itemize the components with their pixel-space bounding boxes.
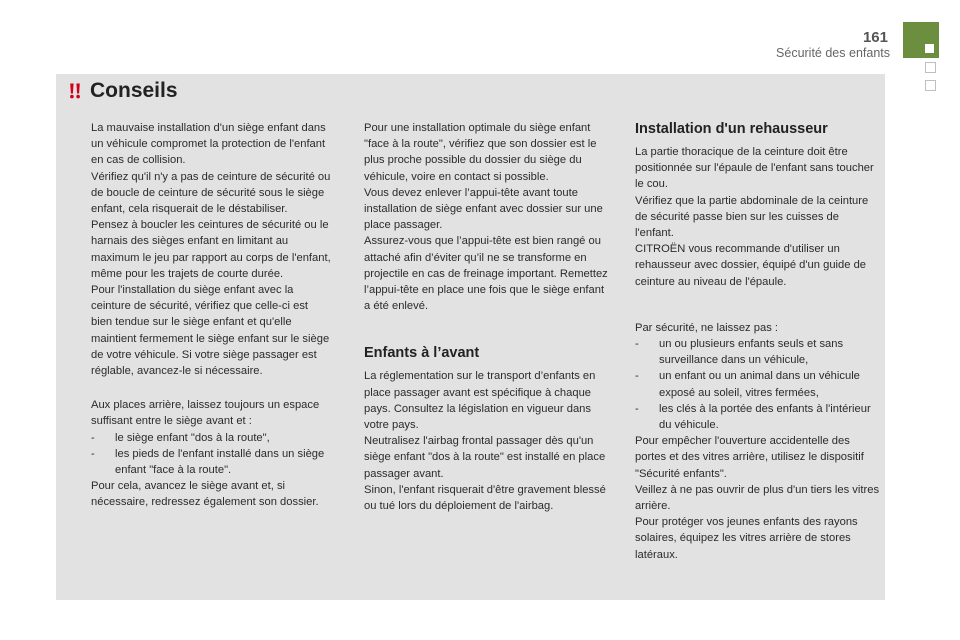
heading-rehausseur: Installation d'un rehausseur: [635, 121, 828, 137]
list-item: [91, 446, 331, 478]
column-3: [635, 120, 880, 563]
col1-rear-outro: Pour cela, avancez le siège avant et, si nécessaire, redressez également son dossier.: [91, 480, 319, 509]
bullet-dash: -: [91, 447, 95, 460]
panel-title: Conseils: [90, 79, 178, 102]
col1-line-2: Vérifiez qu'il n'y a pas de ceinture de sécurité ou de boucle de ceinture de sécurité sous le siège enfant, cela risquerait de le déstabiliser.: [91, 170, 331, 216]
column-1: [91, 120, 331, 511]
list-item-text: un enfant ou un animal dans un véhicule exposé au soleil, vitres fermées,: [659, 370, 860, 399]
column-2: [364, 120, 609, 514]
section-title: Sécurité des enfants: [776, 46, 890, 60]
chapter-tab: [903, 22, 939, 58]
warning-icon: [66, 82, 84, 100]
col1-line-4: Pour l'installation du siège enfant avec la ceinture de sécurité, vérifiez que celle-ci est bien tendue sur le siège enfant et qu'elle maintient fermement le siège enfant sur le siège de votre véhicule. Si votre siège passager est réglable, avancez-le si nécessaire.: [91, 284, 330, 378]
col2-front-line-2: Neutralisez l'airbag frontal passager dès qu'un siège enfant "dos à la route" est installé en place passager avant.: [364, 435, 606, 480]
list-item-text: les pieds de l'enfant installé dans un siège enfant "face à la route".: [115, 447, 325, 477]
bullet-dash: -: [635, 370, 639, 383]
conseils-panel: [56, 74, 885, 600]
col1-line-3: Pensez à boucler les ceintures de sécurité ou le harnais des sièges enfant en limitant au maximum le jeu par rapport au corps de l'enfant, même pour les trajets de courte durée.: [91, 219, 331, 280]
list-item-text: un ou plusieurs enfants seuls et sans surveillance dans un véhicule,: [659, 338, 844, 367]
chapter-tab-outline-2: [925, 80, 936, 91]
col3-safety-intro: Par sécurité, ne laissez pas :: [635, 321, 779, 334]
spacer: [91, 379, 331, 397]
spacer: [635, 290, 880, 320]
chapter-tab-marker: [925, 44, 934, 53]
col3-line-1: La partie thoracique de la ceinture doit être positionnée sur l'épaule de l'enfant sans toucher le cou.: [635, 146, 874, 191]
spacer: [364, 314, 609, 344]
heading-enfants-avant: Enfants à l’avant: [364, 345, 480, 362]
bullet-dash: -: [635, 338, 639, 351]
chapter-tab-outline-1: [925, 62, 936, 73]
col2-front-line-1: La réglementation sur le transport d’enfants en place passager avant est spécifique à chaque pays. Consultez la législation en vigueur dans votre pays.: [364, 370, 596, 432]
col1-rear-intro: Aux places arrière, laissez toujours un espace suffisant entre le siège avant et :: [91, 399, 320, 428]
col2-line-1: Pour une installation optimale du siège enfant "face à la route", vérifiez que son dossier est le plus proche possible du dossier du siège du véhicule, voire en contact si possible.: [364, 122, 597, 183]
list-item-text: les clés à la portée des enfants à l'intérieur du véhicule.: [659, 402, 871, 432]
bullet-dash: -: [635, 402, 639, 415]
bullet-dash: -: [91, 431, 95, 444]
col3-outro-3: Pour protéger vos jeunes enfants des rayons solaires, équipez les vitres arrière de stores latéraux.: [635, 516, 858, 561]
col3-line-2: Vérifiez que la partie abdominale de la ceinture de sécurité passe bien sur les cuisses de l'enfant.: [635, 194, 869, 240]
list-item-text: le siège enfant "dos à la route",: [115, 431, 270, 444]
list-item: [91, 430, 331, 446]
col1-line-1: La mauvaise installation d'un siège enfant dans un véhicule compromet la protection de l'enfant en cas de collision.: [91, 122, 326, 167]
col2-front-line-3: Sinon, l'enfant risquerait d'être gravement blessé ou tué lors du déploiement de l'airbag.: [364, 483, 606, 513]
col3-outro-2: Veillez à ne pas ouvrir de plus d'un tiers les vitres arrière.: [635, 483, 880, 513]
list-item: [635, 336, 880, 368]
col2-line-2: Vous devez enlever l’appui-tête avant toute installation de siège enfant avec dossier sur une place passager.: [364, 186, 603, 232]
list-item: [635, 368, 880, 400]
col2-line-3: Assurez-vous que l’appui-tête est bien rangé ou attaché afin d’éviter qu’il ne se transforme en projectile en cas de freinage important. Remettez l’appui-tête en place une fois que le siège enfant a été enlevé.: [364, 235, 608, 313]
col3-line-3: CITROËN vous recommande d'utiliser un rehausseur avec dossier, équipé d'un guide de ceinture au niveau de l'épaule.: [635, 243, 867, 288]
col3-outro-1: Pour empêcher l'ouverture accidentelle des portes et des vitres arrière, utilisez le dispositif "Sécurité enfants".: [635, 435, 864, 480]
list-item: [635, 401, 880, 433]
page-number: 161: [862, 29, 888, 46]
